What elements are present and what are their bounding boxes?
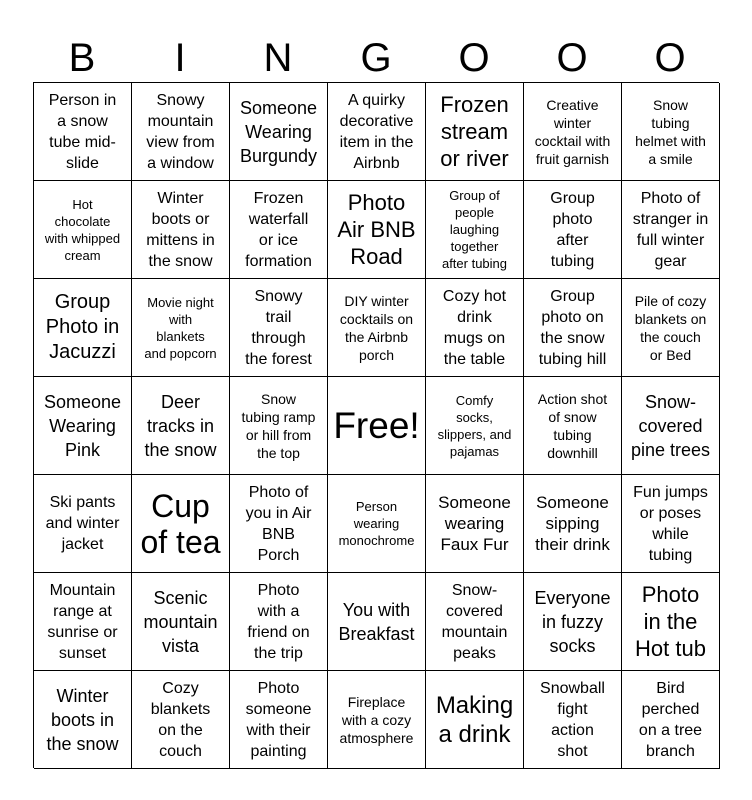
header-letter-i: I bbox=[174, 36, 186, 80]
bingo-cell bbox=[328, 83, 426, 181]
bingo-cell bbox=[328, 671, 426, 769]
cell-text: Movie night with blankets and popcorn bbox=[144, 294, 217, 361]
bingo-cell bbox=[230, 671, 328, 769]
bingo-cell bbox=[328, 181, 426, 279]
bingo-cell bbox=[622, 83, 720, 181]
bingo-cell bbox=[34, 279, 132, 377]
cell-text: Photo of you in Air BNB Porch bbox=[245, 483, 312, 564]
bingo-cell bbox=[328, 573, 426, 671]
bingo-cell bbox=[230, 475, 328, 573]
bingo-cell bbox=[622, 573, 720, 671]
bingo-cell bbox=[132, 573, 230, 671]
bingo-cell bbox=[34, 181, 132, 279]
cell-text: Someone wearing Faux Fur bbox=[438, 493, 511, 554]
cell-text: Photo Air BNB Road bbox=[337, 190, 416, 269]
cell-text: Frozen stream or river bbox=[440, 92, 509, 171]
bingo-cell bbox=[426, 279, 524, 377]
bingo-grid bbox=[33, 82, 719, 768]
cell-text: Bird perched on a tree branch bbox=[638, 679, 703, 760]
bingo-cell bbox=[132, 671, 230, 769]
cell-text: Photo in the Hot tub bbox=[635, 582, 706, 661]
header-letter-g: G bbox=[360, 36, 392, 80]
cell-text: Pile of cozy blankets on the couch or Bed bbox=[634, 292, 707, 363]
cell-text: Snow- covered pine trees bbox=[630, 391, 711, 460]
bingo-cell bbox=[132, 181, 230, 279]
bingo-cell bbox=[230, 279, 328, 377]
bingo-cell bbox=[34, 83, 132, 181]
bingo-cell bbox=[426, 475, 524, 573]
cell-text: Deer tracks in the snow bbox=[144, 391, 217, 460]
bingo-cell bbox=[426, 573, 524, 671]
bingo-cell bbox=[34, 573, 132, 671]
cell-text: Someone Wearing Burgundy bbox=[239, 97, 318, 166]
bingo-cell bbox=[230, 181, 328, 279]
cell-text: Mountain range at sunrise or sunset bbox=[47, 581, 118, 662]
bingo-cell bbox=[622, 671, 720, 769]
bingo-cell bbox=[230, 83, 328, 181]
header-letter-o-1: O bbox=[458, 36, 490, 80]
bingo-cell bbox=[132, 279, 230, 377]
cell-text: Hot chocolate with whipped cream bbox=[44, 196, 121, 263]
cell-text: Group photo after tubing bbox=[550, 189, 595, 270]
header-letter-b: B bbox=[68, 36, 96, 80]
cell-text: Scenic mountain vista bbox=[143, 587, 218, 656]
bingo-cell bbox=[524, 83, 622, 181]
cell-text: Snow tubing ramp or hill from the top bbox=[241, 390, 316, 461]
cell-text: Snow tubing helmet with a smile bbox=[635, 96, 706, 167]
cell-text: Snowy mountain view from a window bbox=[146, 91, 215, 172]
cell-text: Frozen waterfall or ice formation bbox=[245, 189, 312, 270]
bingo-cell bbox=[34, 377, 132, 475]
cell-text: Free! bbox=[333, 404, 420, 446]
cell-text: Cozy blankets on the couch bbox=[150, 679, 211, 760]
cell-text: Snowy trail through the forest bbox=[245, 287, 312, 368]
bingo-cell bbox=[622, 181, 720, 279]
bingo-cell bbox=[622, 279, 720, 377]
cell-text: Cup of tea bbox=[140, 487, 221, 560]
cell-text: Snow- covered mountain peaks bbox=[441, 581, 508, 662]
cell-text: Snowball fight action shot bbox=[540, 679, 605, 760]
cell-text: Group photo on the snow tubing hill bbox=[538, 287, 607, 368]
header-letter-n: N bbox=[263, 36, 293, 80]
cell-text: Photo with a friend on the trip bbox=[247, 581, 310, 662]
header-letter-o-2: O bbox=[556, 36, 588, 80]
cell-text: Someone Wearing Pink bbox=[43, 391, 122, 460]
bingo-cell bbox=[426, 83, 524, 181]
bingo-cell bbox=[524, 573, 622, 671]
cell-text: Everyone in fuzzy socks bbox=[534, 587, 611, 656]
bingo-cell bbox=[230, 573, 328, 671]
free-space bbox=[328, 377, 426, 475]
bingo-cell bbox=[524, 671, 622, 769]
cell-text: Fun jumps or poses while tubing bbox=[633, 483, 708, 564]
cell-text: Person in a snow tube mid- slide bbox=[48, 91, 117, 172]
bingo-cell bbox=[328, 475, 426, 573]
bingo-cell bbox=[426, 377, 524, 475]
bingo-cell bbox=[524, 377, 622, 475]
cell-text: Photo of stranger in full winter gear bbox=[632, 189, 709, 270]
bingo-cell bbox=[132, 83, 230, 181]
bingo-cell bbox=[34, 671, 132, 769]
cell-text: Making a drink bbox=[435, 691, 514, 748]
cell-text: Group Photo in Jacuzzi bbox=[45, 291, 120, 363]
cell-text: Cozy hot drink mugs on the table bbox=[442, 287, 507, 368]
cell-text: Creative winter cocktail with fruit garnish bbox=[534, 96, 611, 167]
bingo-cell bbox=[524, 279, 622, 377]
cell-text: Ski pants and winter jacket bbox=[45, 494, 120, 553]
cell-text: DIY winter cocktails on the Airbnb porch bbox=[339, 292, 414, 363]
cell-text: Photo someone with their painting bbox=[245, 679, 312, 760]
bingo-cell bbox=[524, 181, 622, 279]
cell-text: Winter boots or mittens in the snow bbox=[146, 189, 215, 270]
cell-text: Fireplace with a cozy atmosphere bbox=[339, 693, 414, 746]
bingo-header bbox=[33, 34, 719, 82]
cell-text: A quirky decorative item in the Airbnb bbox=[339, 91, 414, 172]
bingo-cell bbox=[622, 377, 720, 475]
bingo-cell bbox=[426, 671, 524, 769]
bingo-cell bbox=[132, 377, 230, 475]
cell-text: Group of people laughing together after tubing bbox=[441, 188, 508, 271]
bingo-cell bbox=[34, 475, 132, 573]
cell-text: You with Breakfast bbox=[338, 599, 415, 644]
cell-text: Comfy socks, slippers, and pajamas bbox=[437, 392, 512, 459]
cell-text: Person wearing monochrome bbox=[338, 499, 415, 548]
bingo-cell bbox=[132, 475, 230, 573]
cell-text: Action shot of snow tubing downhill bbox=[537, 390, 608, 461]
bingo-cell bbox=[524, 475, 622, 573]
header-letter-o-3: O bbox=[654, 36, 686, 80]
cell-text: Someone sipping their drink bbox=[535, 493, 610, 554]
bingo-cell bbox=[230, 377, 328, 475]
cell-text: Winter boots in the snow bbox=[46, 685, 119, 754]
bingo-cell bbox=[328, 279, 426, 377]
bingo-cell bbox=[622, 475, 720, 573]
bingo-cell bbox=[426, 181, 524, 279]
